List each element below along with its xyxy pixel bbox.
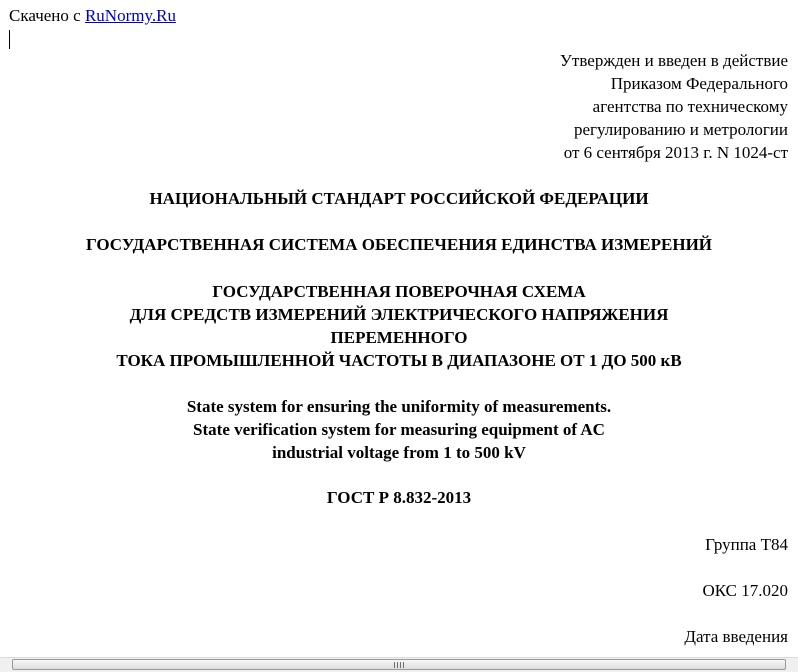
text-cursor: [9, 30, 10, 49]
oks-code: ОКС 17.020: [702, 581, 788, 600]
title-en-line-3: industrial voltage from 1 to 500 kV: [272, 443, 526, 462]
title-en-line-1: State system for ensuring the uniformity of measurements.: [186, 397, 612, 416]
scrollbar-grip-icon: [394, 662, 405, 668]
approval-line-1: Утвержден и введен в действие: [559, 51, 788, 70]
title-en-line-2: State verification system for measuring equipment of AC: [193, 420, 605, 439]
system-heading: ГОСУДАРСТВЕННАЯ СИСТЕМА ОБЕСПЕЧЕНИЯ ЕДИНСТВА ИЗМЕРЕНИЙ: [85, 235, 713, 254]
gost-designation: ГОСТ Р 8.832-2013: [326, 488, 472, 507]
standard-type-heading: НАЦИОНАЛЬНЫЙ СТАНДАРТ РОССИЙСКОЙ ФЕДЕРАЦИИ: [149, 189, 649, 208]
source-link[interactable]: RuNormy.Ru: [84, 6, 176, 25]
download-prefix: Скачено с: [9, 6, 85, 25]
title-ru-line-3: ПЕРЕМЕННОГО: [330, 328, 468, 347]
download-line: [9, 6, 176, 26]
title-ru-line-2: ДЛЯ СРЕДСТВ ИЗМЕРЕНИЙ ЭЛЕКТРИЧЕСКОГО НАПРЯЖЕНИЯ: [129, 305, 669, 324]
intro-date-label: Дата введения: [684, 627, 788, 646]
approval-line-5: от 6 сентября 2013 г. N 1024-ст: [563, 143, 788, 162]
approval-line-2: Приказом Федерального: [610, 74, 788, 93]
title-ru-line-4: ТОКА ПРОМЫШЛЕННОЙ ЧАСТОТЫ В ДИАПАЗОНЕ ОТ 1 ДО 500 кВ: [116, 351, 682, 370]
title-ru-line-1: ГОСУДАРСТВЕННАЯ ПОВЕРОЧНАЯ СХЕМА: [212, 282, 586, 301]
approval-line-4: регулированию и метрологии: [573, 120, 788, 139]
approval-line-3: агентства по техническому: [592, 97, 788, 116]
group-code: Группа Т84: [705, 535, 788, 554]
horizontal-scrollbar[interactable]: [0, 657, 798, 672]
